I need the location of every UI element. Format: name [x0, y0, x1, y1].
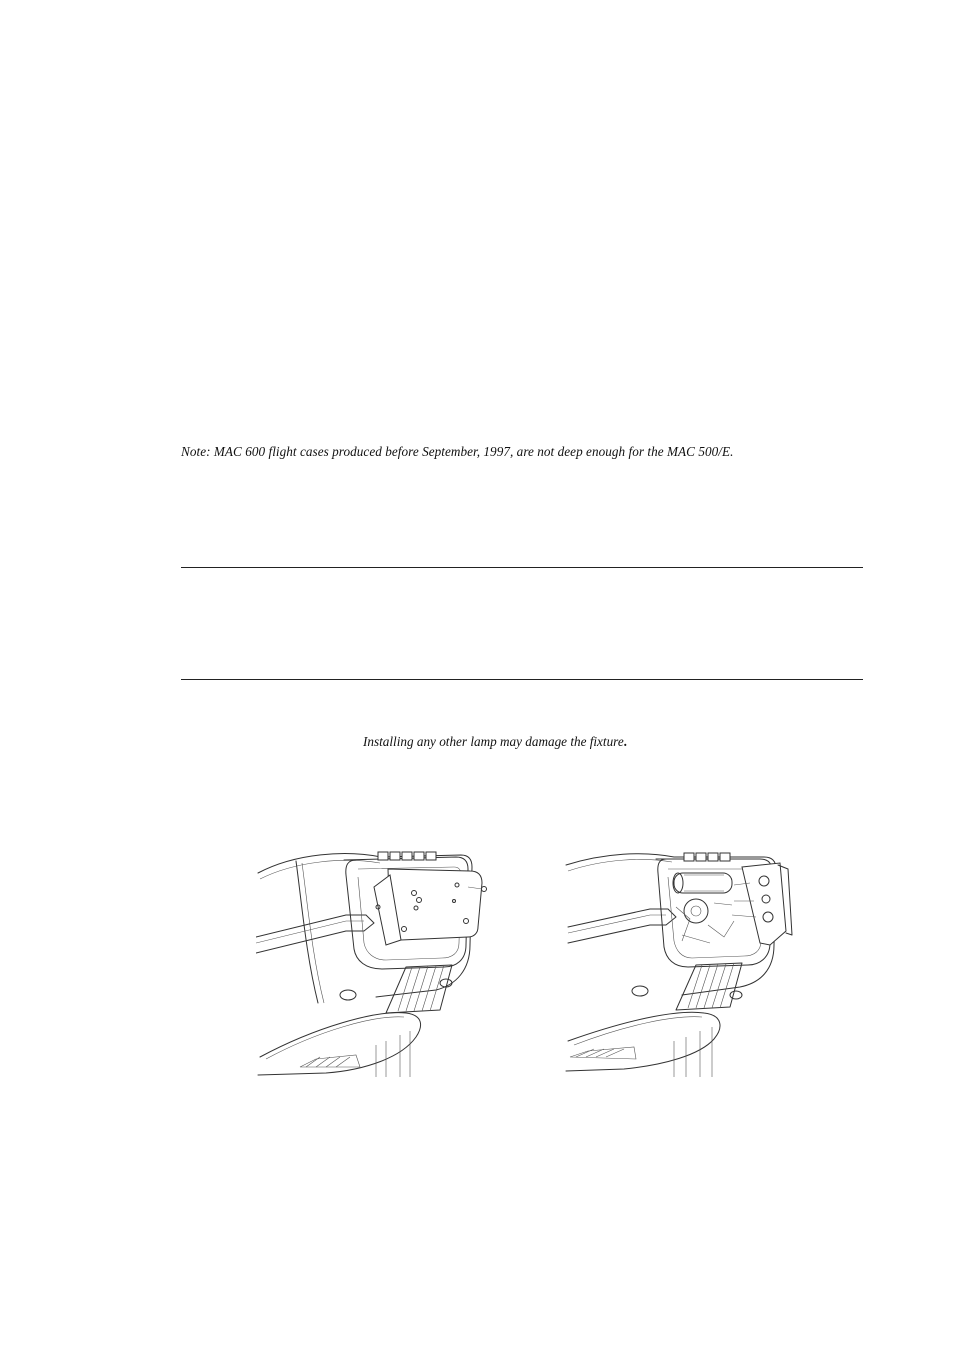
lamp-warning: [181, 734, 809, 750]
warning-rule-top: [181, 567, 863, 568]
warning-rule-bottom: [181, 679, 863, 680]
lamp-warning-text: Installing any other lamp may damage the fixture: [363, 734, 624, 749]
figure-lamp-plate-installed: [256, 845, 516, 1080]
flight-case-note: Note: MAC 600 flight cases produced before September, 1997, are not deep enough for the MAC 500/E.: [181, 444, 734, 459]
fixture-head-closed-illustration: [256, 845, 516, 1080]
figure-lamp-plate-removed: [564, 845, 824, 1080]
lamp-warning-period: .: [623, 734, 627, 749]
fixture-head-open-illustration: [564, 845, 824, 1080]
